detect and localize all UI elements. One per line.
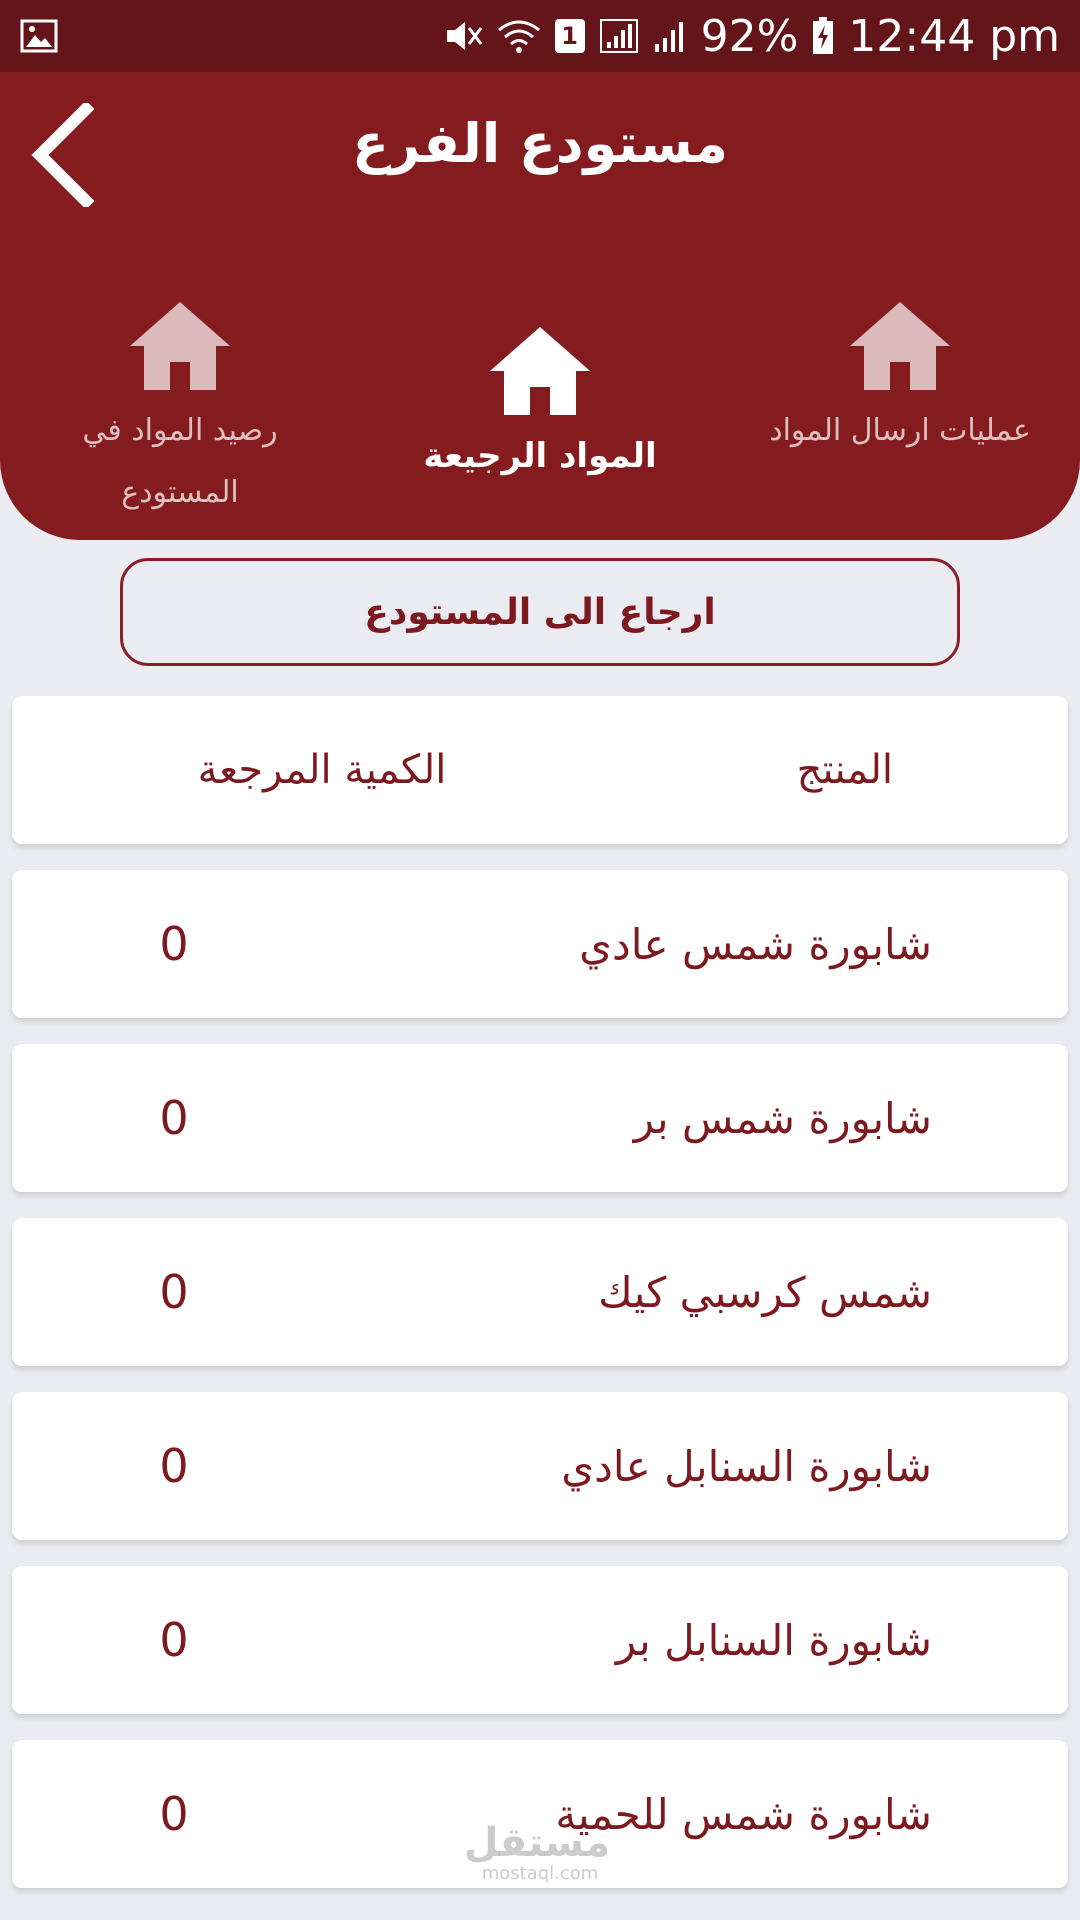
clock: 12:44 pm <box>848 10 1060 62</box>
app-header <box>0 72 1080 540</box>
tab-returned-materials-label: المواد الرجيعة <box>423 436 657 476</box>
returned-quantity: 0 <box>159 1613 189 1667</box>
table-row[interactable] <box>12 870 1068 1018</box>
mute-icon <box>443 18 483 54</box>
table-row[interactable] <box>12 1392 1068 1540</box>
product-name: شمس كرسبي كيك <box>598 1267 932 1317</box>
battery-percent: 92% <box>700 10 799 62</box>
product-name: شابورة شمس عادي <box>579 919 932 969</box>
returned-quantity: 0 <box>159 1439 189 1493</box>
product-name: شابورة شمس بر <box>633 1093 932 1143</box>
column-header-product: المنتج <box>796 747 893 793</box>
gallery-notification-icon <box>20 19 58 53</box>
returned-quantity: 0 <box>159 917 189 971</box>
signal-strength-icon <box>653 18 687 54</box>
tab-send-materials[interactable] <box>750 302 1050 462</box>
sim-badge-icon: 1 <box>555 19 585 53</box>
page-title: مستودع الفرع <box>352 112 728 175</box>
status-bar <box>0 0 1080 72</box>
battery-charging-icon <box>812 17 834 55</box>
home-icon <box>750 302 1050 390</box>
table-row[interactable] <box>12 1218 1068 1366</box>
returned-quantity: 0 <box>159 1265 189 1319</box>
table-row[interactable] <box>12 1044 1068 1192</box>
returned-quantity: 0 <box>159 1091 189 1145</box>
tab-warehouse-balance-label: رصيد المواد في المستودع <box>82 413 278 510</box>
watermark-logo: مستقل mostaql.com <box>463 1820 610 1884</box>
product-name: شابورة السنابل عادي <box>561 1441 932 1491</box>
product-name: شابورة شمس للحمية <box>555 1789 932 1839</box>
signal-icon <box>599 18 639 54</box>
table-row[interactable] <box>12 1566 1068 1714</box>
tab-warehouse-balance[interactable] <box>30 302 330 524</box>
product-name: شابورة السنابل بر <box>615 1615 932 1665</box>
home-icon <box>30 302 330 390</box>
column-header-quantity: الكمية المرجعة <box>197 747 447 793</box>
tab-returned-materials[interactable] <box>390 327 690 487</box>
return-to-warehouse-button[interactable]: ارجاع الى المستودع <box>120 558 960 666</box>
tab-send-materials-label: عمليات ارسال المواد <box>769 413 1031 448</box>
wifi-icon <box>497 18 541 54</box>
home-icon <box>390 327 690 415</box>
returned-quantity: 0 <box>159 1787 189 1841</box>
table-header <box>12 696 1068 844</box>
